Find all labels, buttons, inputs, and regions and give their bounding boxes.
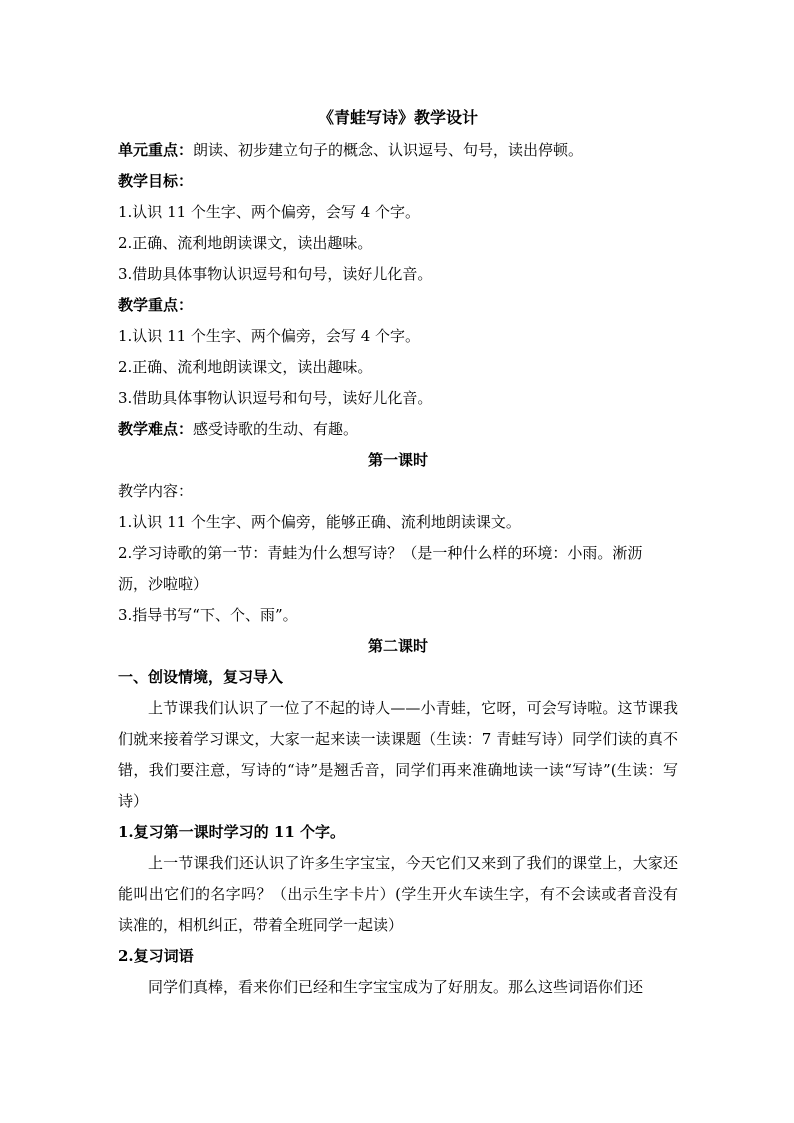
teaching-goal-item: 2.正确、流利地朗读课文，读出趣味。 bbox=[118, 234, 373, 252]
lesson1-item: 沥，沙啦啦） bbox=[118, 575, 209, 593]
teaching-goal-item: 1.认识 11 个生字、两个偏旁，会写 4 个字。 bbox=[118, 203, 421, 221]
sub1-heading: 1.复习第一课时学习的 11 个字。 bbox=[118, 823, 345, 841]
teaching-goal-item: 3.借助具体事物认识逗号和句号，读好儿化音。 bbox=[118, 265, 433, 283]
teaching-difficulty-line bbox=[118, 414, 678, 445]
lesson1-heading: 第一课时 bbox=[367, 451, 428, 469]
key-point-item: 3.借助具体事物认识逗号和句号，读好儿化音。 bbox=[118, 389, 433, 407]
document-page bbox=[118, 100, 678, 1003]
teaching-difficulty-label: 教学难点： bbox=[118, 420, 194, 438]
sub2-heading: 2.复习词语 bbox=[118, 947, 194, 965]
sub1-paragraph: 上一节课我们还认识了许多生字宝宝，今天它们又来到了我们的课堂上，大家还能叫出它们的名字吗？（出示生字卡片）(学生开火车读生字，有不会读或者音没有读准的，相机纠正，带着全班同学一起读） bbox=[118, 854, 678, 934]
teaching-goals-heading: 教学目标： bbox=[118, 172, 194, 190]
unit-focus-text: 朗读、初步建立句子的概念、认识逗号、句号，读出停顿。 bbox=[193, 141, 584, 159]
key-point-item: 1.认识 11 个生字、两个偏旁，会写 4 个字。 bbox=[118, 327, 421, 345]
key-point-item: 2.正确、流利地朗读课文，读出趣味。 bbox=[118, 358, 373, 376]
lesson1-item: 3.指导书写“下、个、雨”。 bbox=[118, 606, 298, 624]
unit-focus-line bbox=[118, 135, 678, 166]
section1-paragraph: 上节课我们认识了一位了不起的诗人——小青蛙，它呀，可会写诗啦。这节课我们就来接着学习课文，大家一起来读一读课题（生读：7 青蛙写诗）同学们读的真不错，我们要注意，写诗的“诗”是翘舌音，同学们再来准确地读一读“写诗”(生读：写诗） bbox=[118, 699, 678, 810]
lesson2-heading: 第二课时 bbox=[367, 637, 428, 655]
section1-heading: 一、创设情境，复习导入 bbox=[118, 668, 284, 686]
unit-focus-label: 单元重点： bbox=[118, 141, 194, 159]
sub2-paragraph: 同学们真棒，看来你们已经和生字宝宝成为了好朋友。那么这些词语你们还 bbox=[148, 978, 644, 996]
lesson1-content-label: 教学内容： bbox=[118, 482, 194, 500]
lesson1-item: 2.学习诗歌的第一节：青蛙为什么想写诗？（是一种什么样的环境：小雨。淅沥 bbox=[118, 544, 643, 562]
document-title: 《青蛙写诗》教学设计 bbox=[317, 108, 478, 127]
teaching-key-points-heading: 教学重点： bbox=[118, 296, 194, 314]
teaching-difficulty-text: 感受诗歌的生动、有趣。 bbox=[193, 420, 359, 438]
lesson1-item: 1.认识 11 个生字、两个偏旁，能够正确、流利地朗读课文。 bbox=[118, 513, 521, 531]
